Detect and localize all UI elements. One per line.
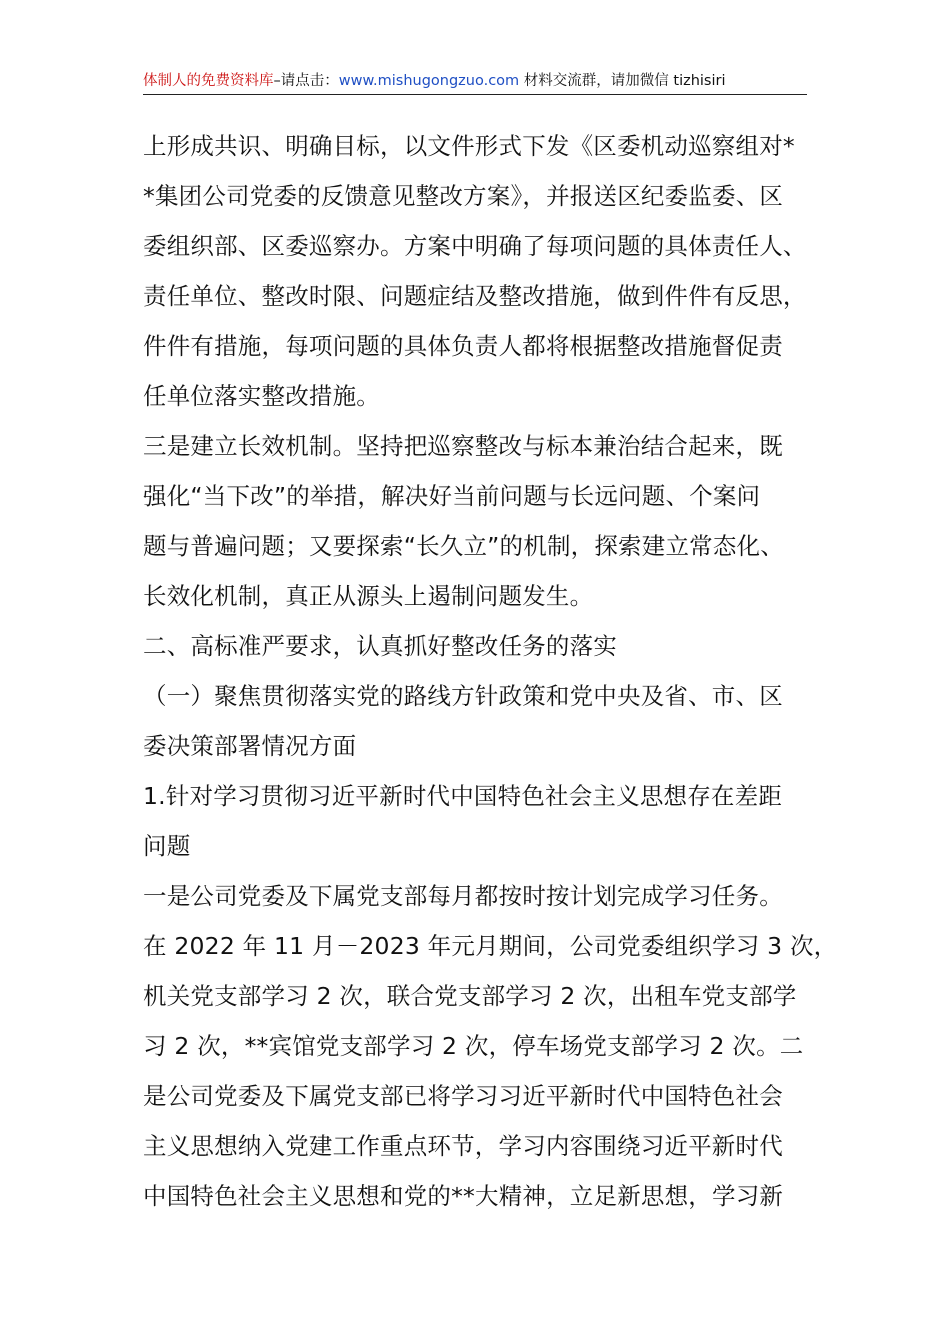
body-line: 任单位落实整改措施。 (143, 382, 380, 410)
body-line: 委组织部、区委巡察办。方案中明确了每项问题的具体责任人、 (143, 232, 807, 260)
body-line: *集团公司党委的反馈意见整改方案》，并报送区纪委监委、区 (143, 182, 784, 210)
body-line: 习 2 次，**宾馆党支部学习 2 次，停车场党支部学习 2 次。二 (143, 1032, 804, 1060)
section-heading: 二、高标准严要求，认真抓好整改任务的落实 (143, 632, 617, 660)
body-line: 在 2022 年 11 月－2023 年元月期间，公司党委组织学习 3 次， (143, 932, 838, 960)
subsection-heading-cont: 委决策部署情况方面 (143, 732, 357, 760)
body-line: 强化“当下改”的举措，解决好当前问题与长远问题、个案问 (143, 482, 761, 510)
body-line: 题与普遍问题；又要探索“长久立”的机制，探索建立常态化、 (143, 532, 784, 560)
body-line: 机关党支部学习 2 次，联合党支部学习 2 次，出租车党支部学 (143, 982, 797, 1010)
item-heading: 1.针对学习贯彻习近平新时代中国特色社会主义思想存在差距 (143, 782, 783, 810)
item-heading-cont: 问题 (143, 832, 191, 860)
body-line: 是公司党委及下属党支部已将学习习近平新时代中国特色社会 (143, 1082, 783, 1110)
body-line: 中国特色社会主义思想和党的**大精神，立足新思想，学习新 (143, 1182, 784, 1210)
body-line: 上形成共识、明确目标，以文件形式下发《区委机动巡察组对* (143, 132, 795, 160)
body-line: 三是建立长效机制。坚持把巡察整改与标本兼治结合起来，既 (143, 432, 783, 460)
subsection-heading: （一）聚焦贯彻落实党的路线方针政策和党中央及省、市、区 (143, 682, 783, 710)
page-header (143, 70, 807, 95)
body-line: 件件有措施，每项问题的具体负责人都将根据整改措施督促责 (143, 332, 783, 360)
body-line: 责任单位、整改时限、问题症结及整改措施，做到件件有反思， (143, 282, 807, 310)
header-contact-text: 材料交流群，请加微信 tizhisiri (519, 73, 726, 89)
body-line: 主义思想纳入党建工作重点环节，学习内容围绕习近平新时代 (143, 1132, 783, 1160)
body-line: 长效化机制，真正从源头上遏制问题发生。 (143, 582, 594, 610)
document-body (143, 121, 838, 1221)
header-brand: 体制人的免费资料库 (143, 73, 274, 89)
header-url-link[interactable]: www.mishugongzuo.com (338, 73, 520, 89)
body-line: 一是公司党委及下属党支部每月都按时按计划完成学习任务。 (143, 882, 783, 910)
header-prompt: –请点击： (273, 73, 339, 89)
